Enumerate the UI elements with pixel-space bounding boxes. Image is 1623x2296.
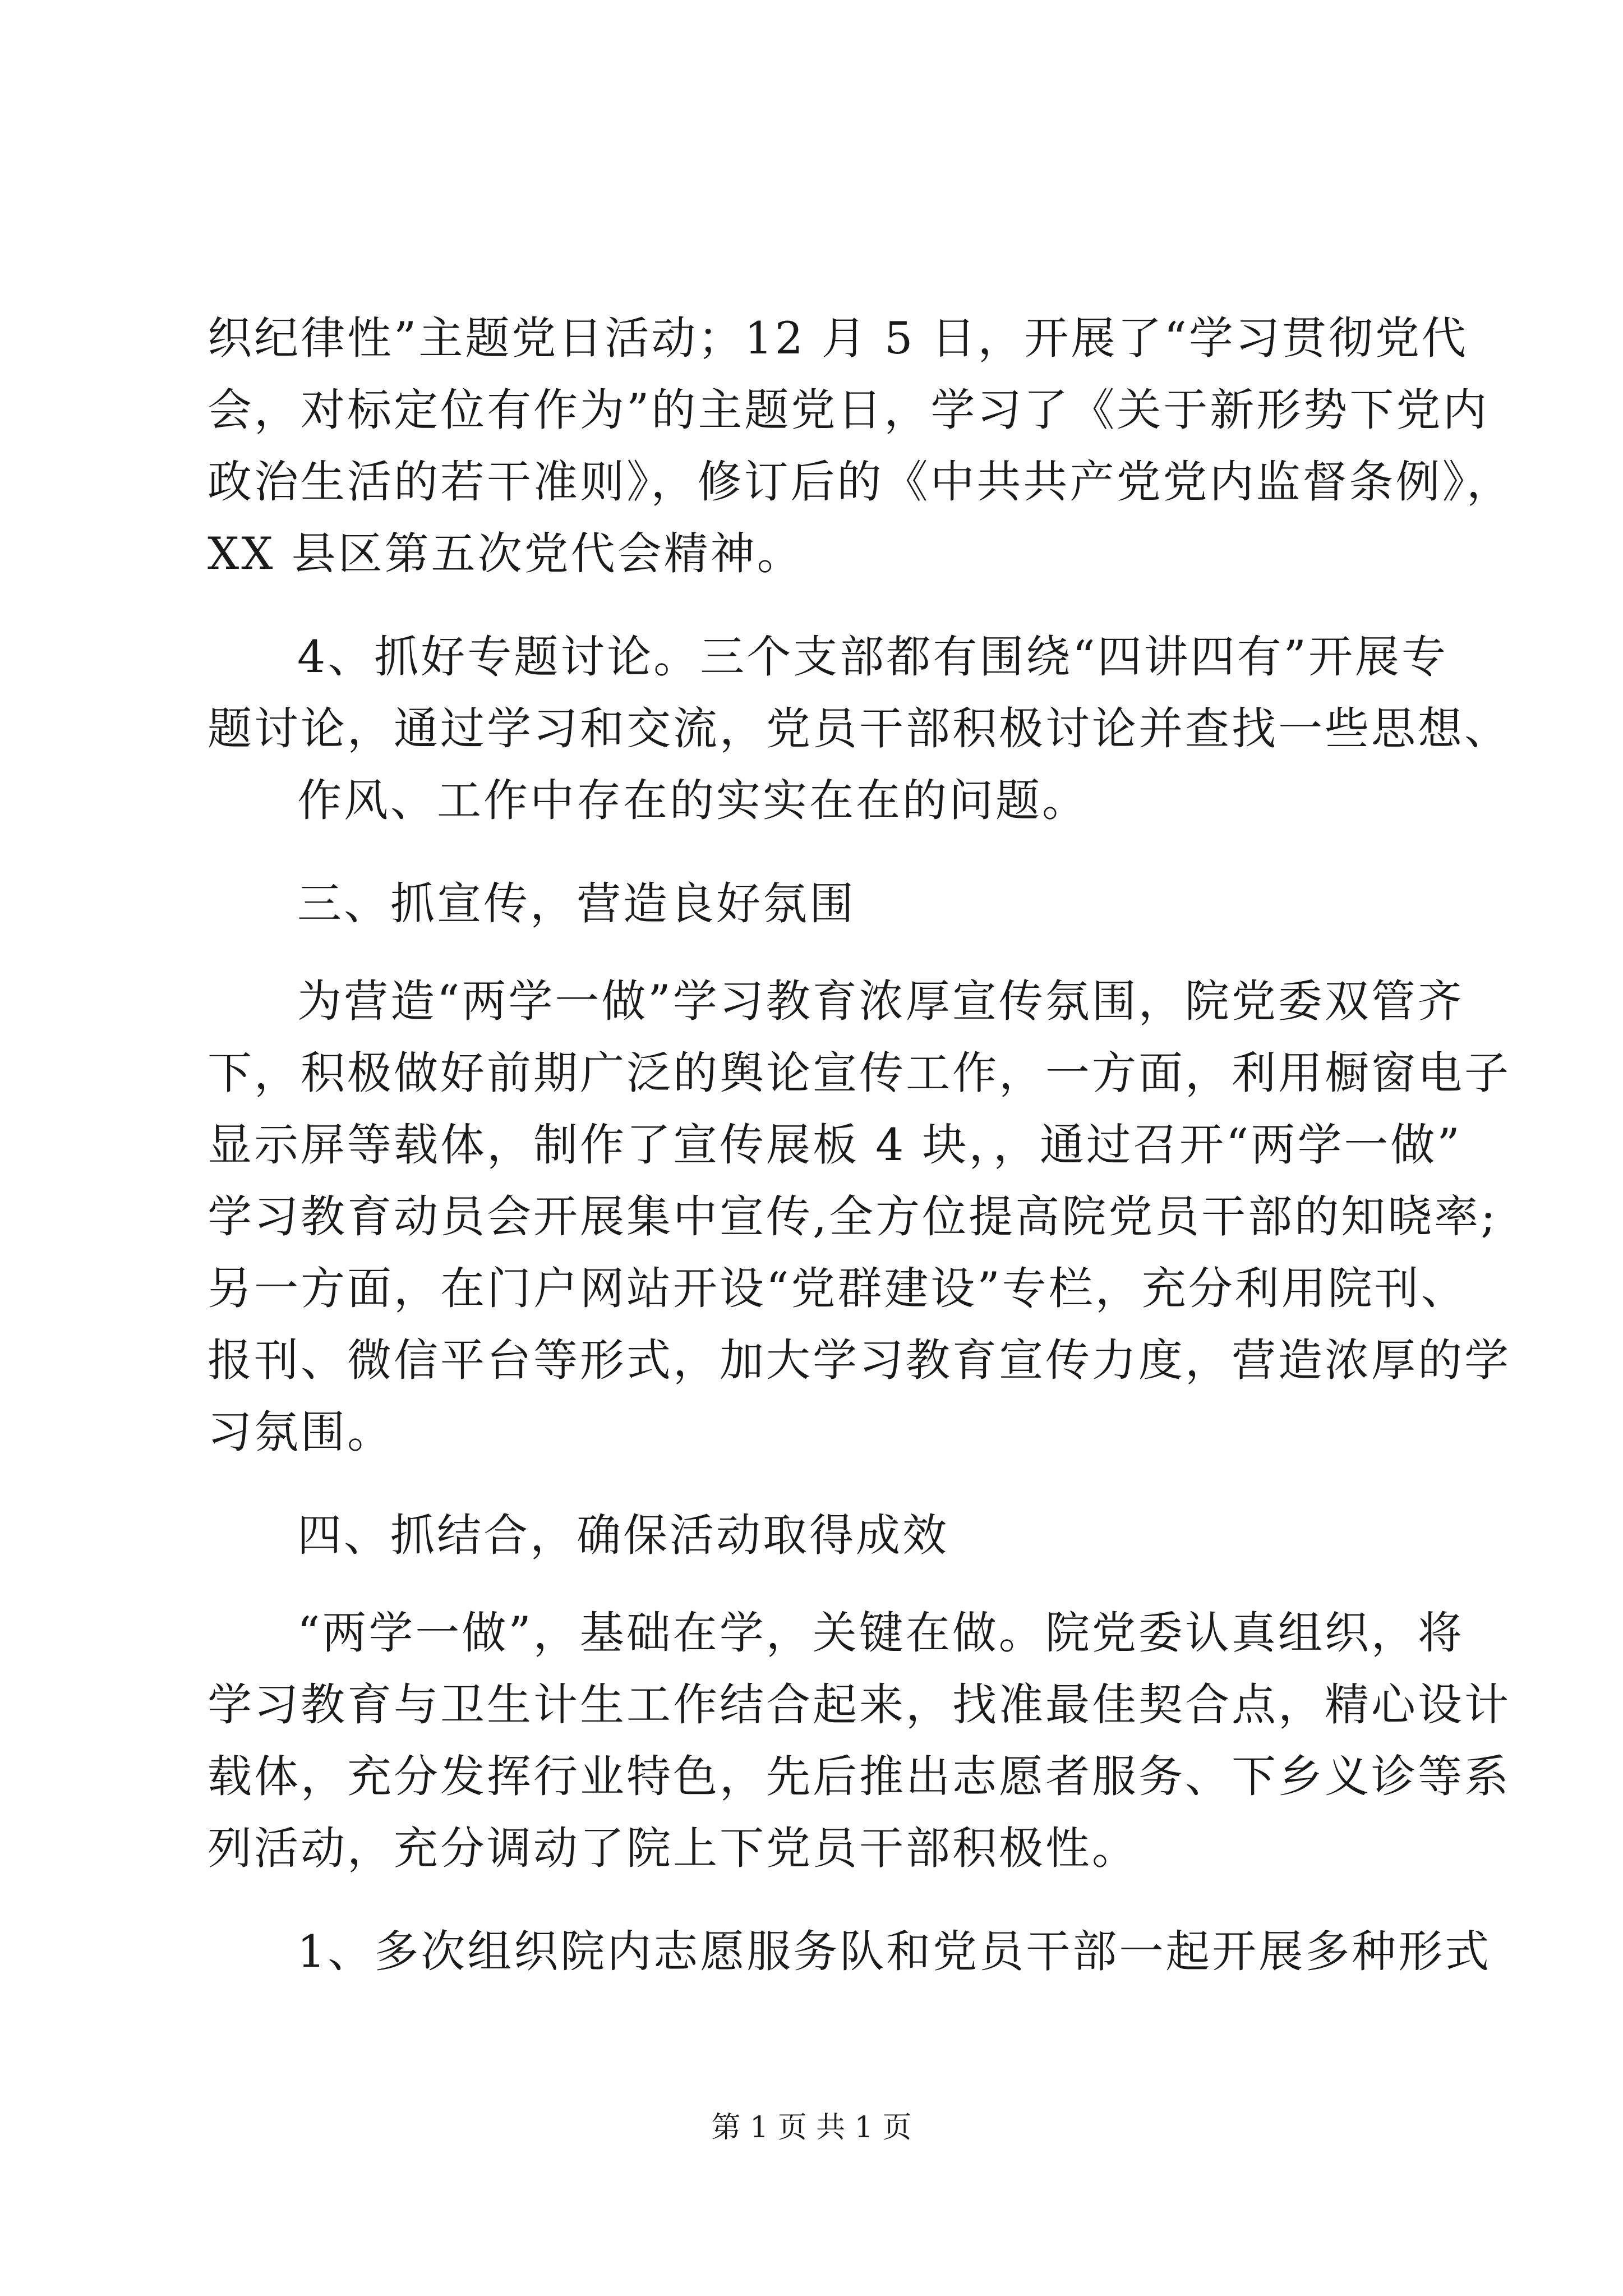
text-line: 载体，充分发挥行业特色，先后推出志愿者服务、下乡义诊等系 (208, 1751, 1511, 1802)
text-line: 显示屏等载体，制作了宣传展板 4 块，，通过召开“两学一做” (208, 1119, 1462, 1171)
text-line: 作风、工作中存在的实实在在的问题。 (297, 775, 1089, 826)
text-line: 学习教育与卫生计生工作结合起来，找准最佳契合点，精心设计 (208, 1679, 1511, 1731)
paragraph-first-line: “两学一做”，基础在学，关键在做。院党委认真组织，将 (297, 1607, 1464, 1659)
text-line: 织纪律性”主题党日活动；12 月 5 日，开展了“学习贯彻党代 (208, 312, 1468, 364)
text-line: 列活动，充分调动了院上下党员干部积极性。 (208, 1823, 1138, 1874)
text-line: 政治生活的若干准则》，修订后的《中共共产党党内监督条例》， (208, 456, 1513, 508)
text-line: 报刊、微信平台等形式，加大学习教育宣传力度，营造浓厚的学 (208, 1335, 1511, 1386)
section-heading: 三、抓宣传，营造良好氛围 (297, 878, 856, 930)
text-line: 另一方面，在门户网站开设“党群建设”专栏，充分利用院刊、 (208, 1263, 1468, 1314)
text-line: 下，积极做好前期广泛的舆论宣传工作，一方面，利用橱窗电子 (208, 1047, 1511, 1099)
text-line: 学习教育动员会开展集中宣传,全方位提高院党员干部的知晓率; (208, 1191, 1498, 1243)
paragraph-first-line: 1、多次组织院内志愿服务队和党员干部一起开展多种形式 (297, 1926, 1492, 1977)
paragraph-first-line: 为营造“两学一做”学习教育浓厚宣传氛围，院党委双管齐 (297, 976, 1464, 1027)
text-line: XX 县区第五次党代会精神。 (208, 528, 804, 579)
text-line: 习氛围。 (208, 1406, 394, 1458)
text-line: 题讨论，通过学习和交流，党员干部积极讨论并查找一些思想、 (208, 703, 1511, 754)
text-line: 会，对标定位有作为”的主题党日，学习了《关于新形势下党内 (208, 384, 1490, 436)
section-heading: 四、抓结合，确保活动取得成效 (297, 1510, 949, 1561)
paragraph-first-line: 4、抓好专题讨论。三个支部都有围绕“四讲四有”开展专 (297, 631, 1449, 683)
page-number-footer: 第 1 页 共 1 页 (711, 2111, 912, 2145)
